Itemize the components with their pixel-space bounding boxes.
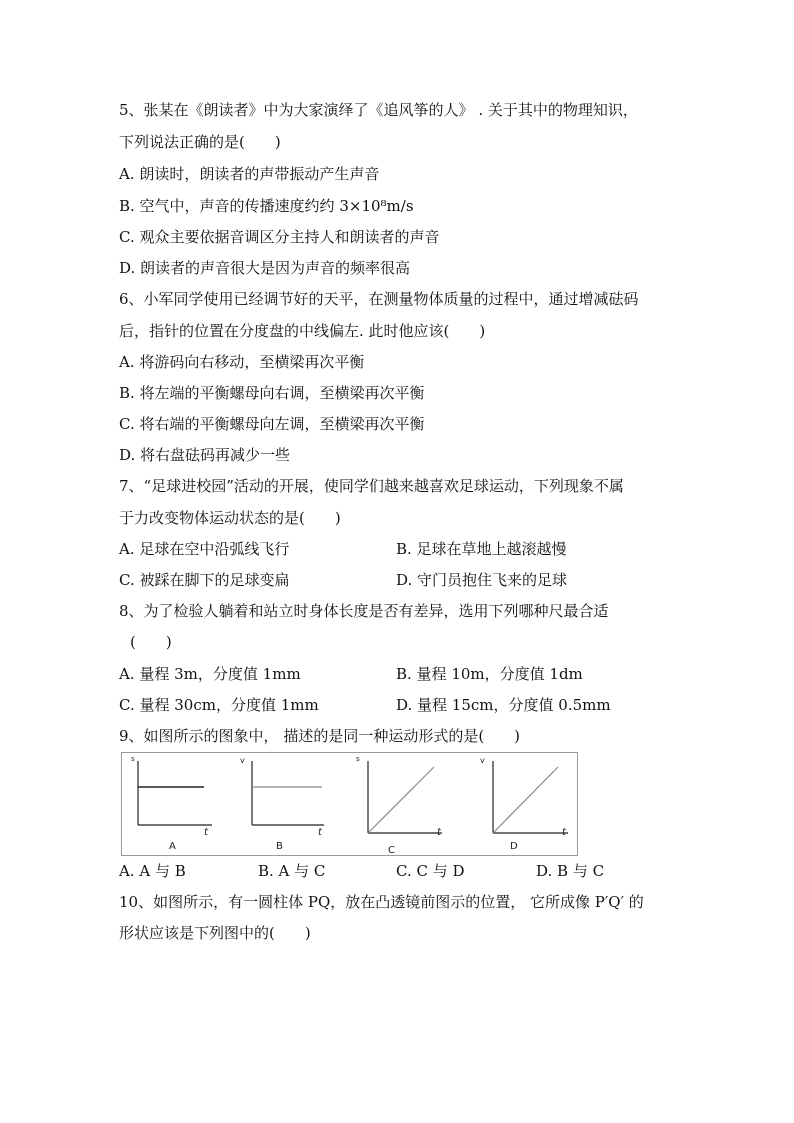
q7-option-d: D. 守门员抱住飞来的足球: [396, 571, 568, 589]
graph-a-x-axis-label: t: [204, 827, 208, 838]
motion-graphs-figure: [121, 752, 578, 856]
q8-option-a: A. 量程 3m，分度值 1mm: [119, 665, 301, 683]
q7-option-a: A. 足球在空中沿弧线飞行: [119, 540, 290, 558]
q10-stem-line2: 形状应该是下列图中的( ): [119, 924, 311, 942]
q8-stem-line1: 8、为了检验人躺着和站立时身体长度是否有差异，选用下列哪种尺最合适: [119, 602, 609, 620]
q7-option-b: B. 足球在草地上越滚越慢: [396, 540, 567, 558]
q5-option-b: B. 空气中，声音的传播速度约约 3×10⁸m/s: [119, 197, 414, 215]
q9-option-d: D. B 与 C: [536, 862, 605, 880]
q9-option-b: B. A 与 C: [258, 862, 326, 880]
graph-b-x-axis-label: t: [318, 827, 322, 838]
q7-option-c: C. 被踩在脚下的足球变扁: [119, 571, 290, 589]
graph-c-x-axis-label: t: [437, 827, 441, 838]
q6-stem-line1: 6、小军同学使用已经调节好的天平，在测量物体质量的过程中，通过增减砝码: [119, 290, 639, 308]
q8-option-d: D. 量程 15cm，分度值 0.5mm: [396, 696, 611, 714]
q6-option-b: B. 将左端的平衡螺母向右调，至横梁再次平衡: [119, 384, 425, 402]
graph-c: [356, 755, 442, 855]
graph-d-label: D: [510, 841, 518, 852]
graph-c-y-axis-label: s: [356, 755, 360, 763]
q9-stem-line1: 9、如图所示的图象中， 描述的是同一种运动形式的是( ): [119, 727, 521, 745]
q8-option-b: B. 量程 10m，分度值 1dm: [396, 665, 583, 683]
q5-option-c: C. 观众主要依据音调区分主持人和朗读者的声音: [119, 228, 440, 246]
graph-b: [240, 756, 324, 852]
q8-stem-line2: ( ): [130, 633, 172, 651]
q5-stem-line1: 5、张某在《朗读者》中为大家演绎了《追风筝的人》 . 关于其中的物理知识，: [119, 101, 638, 119]
q7-stem-line2: 于力改变物体运动状态的是( ): [119, 509, 341, 527]
graph-d: [480, 756, 568, 852]
q6-option-a: A. 将游码向右移动，至横梁再次平衡: [119, 353, 365, 371]
q6-stem-line2: 后，指针的位置在分度盘的中线偏左. 此时他应该( ): [119, 322, 486, 340]
graph-a-label: A: [169, 841, 176, 852]
graph-c-label: C: [388, 845, 395, 855]
graph-b-label: B: [276, 841, 283, 852]
graph-d-y-axis-label: v: [480, 756, 485, 765]
q8-option-c: C. 量程 30cm，分度值 1mm: [119, 696, 319, 714]
graph-a-y-axis-label: s: [131, 755, 135, 763]
q10-stem-line1: 10、如图所示，有一圆柱体 PQ，放在凸透镜前图示的位置， 它所成像 P′Q′ 的: [119, 893, 644, 911]
q9-option-a: A. A 与 B: [119, 862, 186, 880]
q9-option-c: C. C 与 D: [396, 862, 465, 880]
q6-option-d: D. 将右盘砝码再减少一些: [119, 446, 291, 464]
graph-d-x-axis-label: t: [562, 827, 566, 838]
motion-graphs-svg: [122, 753, 577, 855]
graph-b-y-axis-label: v: [240, 756, 245, 765]
graph-a: [131, 755, 212, 852]
q6-option-c: C. 将右端的平衡螺母向左调，至横梁再次平衡: [119, 415, 425, 433]
q5-option-d: D. 朗读者的声音很大是因为声音的频率很高: [119, 259, 411, 277]
q5-stem-line2: 下列说法正确的是( ): [119, 133, 281, 151]
q5-option-a: A. 朗读时，朗读者的声带振动产生声音: [119, 165, 380, 183]
q7-stem-line1: 7、“足球进校园”活动的开展，使同学们越来越喜欢足球运动，下列现象不属: [119, 477, 624, 495]
